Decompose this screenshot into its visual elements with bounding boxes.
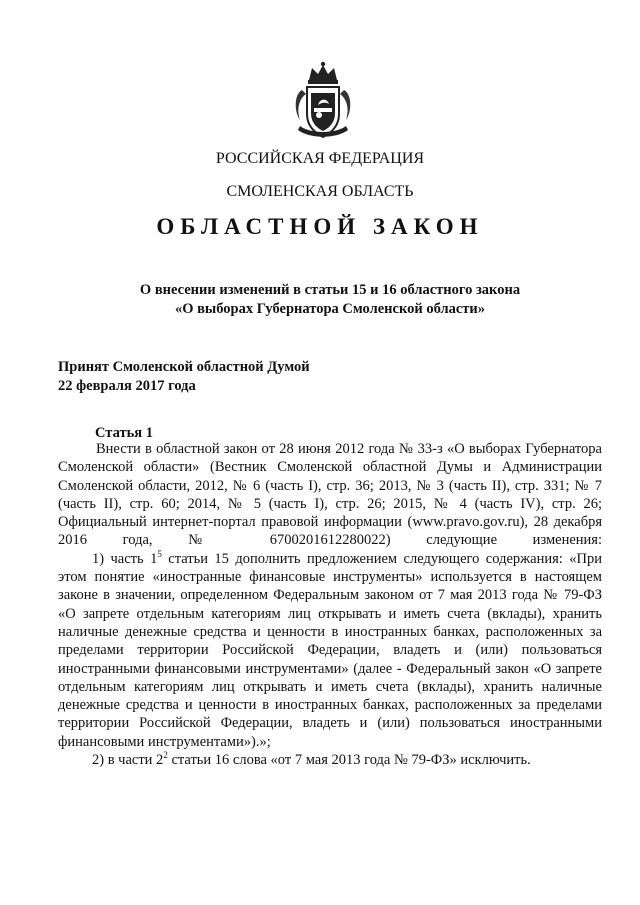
adoption-body: Принят Смоленской областной Думой — [58, 359, 310, 375]
article-item-1 — [58, 550, 602, 751]
item-1-superscript: 5 — [157, 548, 162, 559]
article-intro: Внести в областной закон от 28 июня 2012 года № 33-з «О выборах Губернатора Смоленской области» (Вестник Смоленской областной Думы и Администрации Смоленской области, 2012, № 6 (часть I), стр. 36; 2013, № 3 (часть II), стр. 331; № 7 (часть II), стр. 60; 2014, № 5 (часть I), стр. 26; 2015, № 4 (часть IV), стр. 26; Официальный интернет-портал правовой информации (www.pravo.gov.ru), 28 декабря 2016 года, № 6700201612280022) следующие изменения: — [58, 441, 602, 549]
adoption-info — [58, 358, 310, 396]
country-name: РОССИЙСКАЯ ФЕДЕРАЦИЯ — [215, 150, 425, 167]
article-item-2 — [58, 751, 602, 769]
article-body — [58, 440, 602, 769]
adoption-date: 22 февраля 2017 года — [58, 378, 196, 394]
item-2-superscript: 2 — [163, 750, 168, 761]
item-2-text: статьи 16 слова «от 7 мая 2013 года № 79-ФЗ» исключить. — [167, 752, 531, 769]
item-1-lead: 1) часть 1 — [92, 550, 158, 567]
article-heading: Статья 1 — [95, 425, 153, 441]
law-type-heading: ОБЛАСТНОЙ ЗАКОН — [156, 214, 484, 239]
region-name: СМОЛЕНСКАЯ ОБЛАСТЬ — [226, 183, 414, 200]
law-title-line: «О выборах Губернатора Смоленской области» — [174, 301, 486, 317]
law-title — [60, 281, 600, 319]
law-title-line: О внесении изменений в статьи 15 и 16 областного закона — [139, 282, 521, 298]
item-1-text: статьи 15 дополнить предложением следующего содержания: «При этом понятие «иностранные финансовые инструменты» используется в настоящем законе в значении, определенном Федеральным законом от 7 мая 2013 года № 79-ФЗ «О запрете отдельным категориям лиц открывать и иметь счета (вклады), хранить наличные денежные средства и ценности в иностранных банках, расположенных за пределами территории Российской Федерации, владеть и (или) пользоваться иностранными финансовыми инструментами» (далее - Федеральный закон «О запрете отдельным категориям лиц открывать и иметь счета (вклады), хранить наличные денежные средства и ценности в иностранных банках, расположенных за пределами территории Российской Федерации, владеть и (или) пользоваться иностранными финансовыми инструментами»).»; — [58, 550, 602, 750]
coat-of-arms-icon — [292, 60, 354, 142]
item-2-lead: 2) в части 2 — [92, 752, 164, 769]
